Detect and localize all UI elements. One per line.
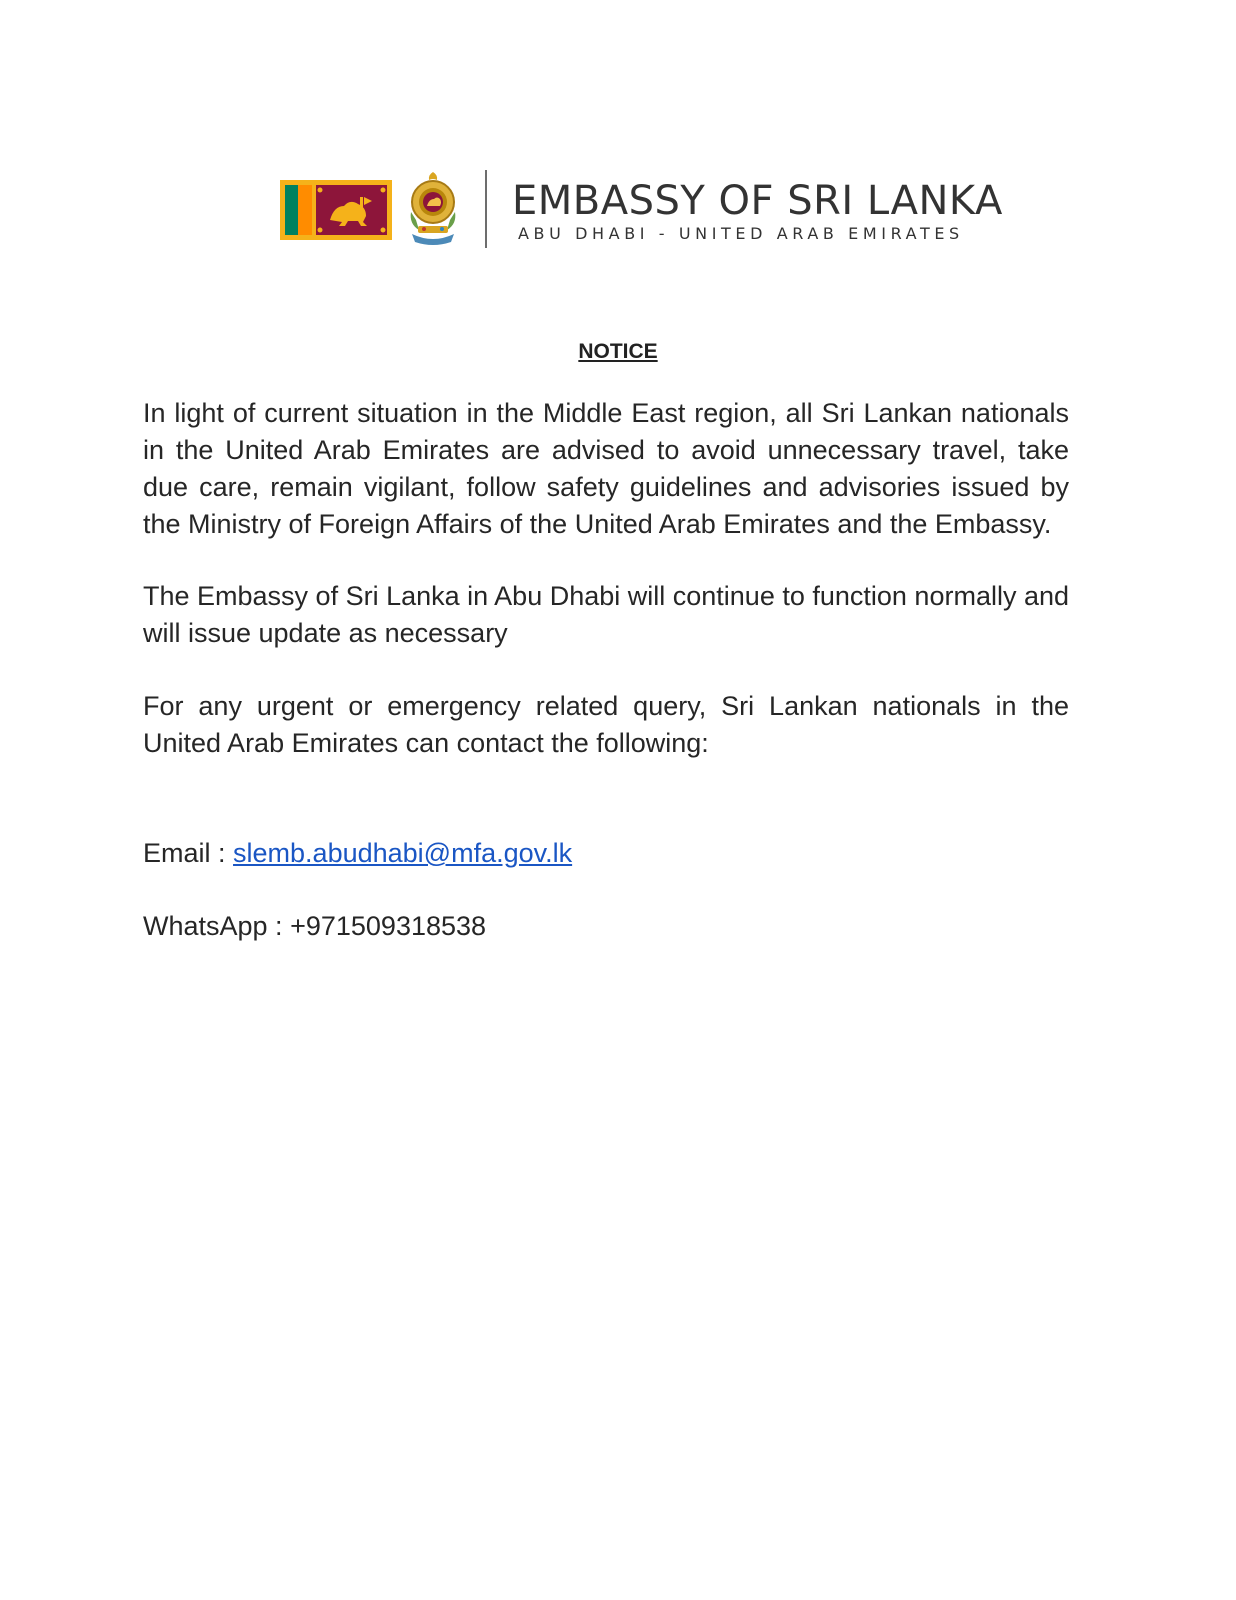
email-label: Email :: [143, 838, 234, 868]
sri-lanka-flag-icon: [280, 180, 392, 240]
contact-intro-paragraph: For any urgent or emergency related query, Sri Lankan nationals in the United Arab Emirates can contact the following:: [143, 691, 1069, 758]
sri-lanka-emblem-icon: [406, 170, 460, 246]
notice-heading: NOTICE: [578, 340, 658, 363]
email-link[interactable]: slemb.abudhabi@mfa.gov.lk: [233, 838, 573, 868]
whatsapp-contact: [143, 908, 486, 945]
whatsapp-label: WhatsApp :: [143, 911, 291, 941]
embassy-operations-paragraph: The Embassy of Sri Lanka in Abu Dhabi will continue to function normally and will issue update as necessary: [143, 581, 1070, 648]
whatsapp-number: +971509318538: [290, 911, 487, 941]
letterhead-divider: [485, 170, 487, 248]
embassy-title: EMBASSY OF SRI LANKA: [512, 178, 1003, 224]
embassy-subtitle: ABU DHABI - UNITED ARAB EMIRATES: [518, 224, 964, 243]
email-contact: [143, 835, 572, 872]
advisory-paragraph: In light of current situation in the Middle East region, all Sri Lankan nationals in the United Arab Emirates are advised to avoid unnecessary travel, take due care, remain vigilant, follow safety guidelines and advisories issued by the Ministry of Foreign Affairs of the United Arab Emirates and the Embassy.: [143, 398, 1069, 539]
letterhead: [280, 170, 1040, 252]
